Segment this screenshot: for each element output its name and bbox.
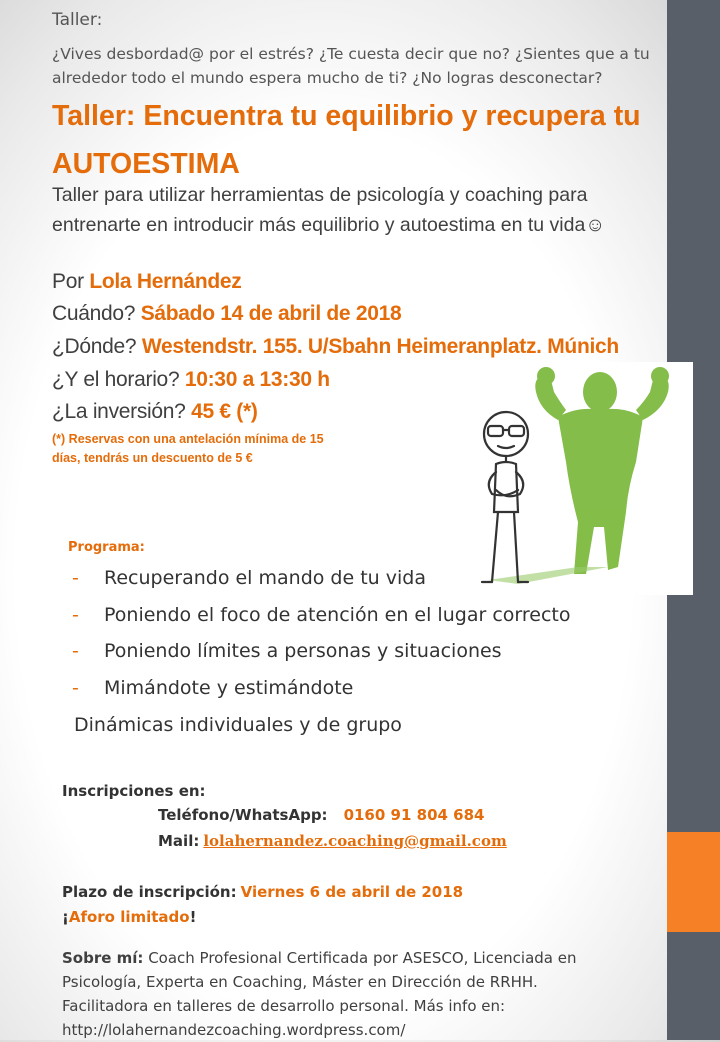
- info-inversion: [52, 400, 258, 424]
- inscripciones-heading: Inscripciones en:: [62, 782, 206, 800]
- mail-line: [158, 832, 507, 850]
- sidebar-accent-block: [667, 832, 720, 932]
- discount-note: (*) Reservas con una antelación mínima de 15 días, tendrás un descuento de 5 €: [52, 432, 324, 465]
- list-item: [72, 567, 570, 604]
- sobre-mi: [62, 946, 622, 1042]
- list-item: [72, 640, 570, 677]
- sobre-label: Sobre mí:: [62, 949, 144, 967]
- list-item-text: Poniendo límites a personas y situaciones: [104, 640, 502, 662]
- bullet-dash: -: [72, 640, 79, 662]
- bullet-dash: -: [72, 567, 79, 589]
- info-inversion-label: ¿La inversión?: [52, 400, 192, 423]
- programa-heading: Programa:: [68, 540, 145, 555]
- mail-link[interactable]: lolahernandez.coaching@gmail.com: [203, 832, 507, 850]
- phone-number: 0160 91 804 684: [343, 806, 485, 824]
- info-por-value: Lola Hernández: [89, 270, 242, 293]
- plazo-date: Viernes 6 de abril de 2018: [240, 883, 464, 901]
- phone-label: Teléfono/WhatsApp:: [158, 806, 328, 824]
- info-horario: [52, 368, 330, 392]
- info-horario-value: 10:30 a 13:30 h: [184, 368, 330, 391]
- bullet-dash: -: [72, 603, 79, 626]
- list-item: [72, 604, 570, 641]
- phone-line: [158, 806, 484, 824]
- plazo-label: Plazo de inscripción:: [62, 883, 237, 901]
- info-horario-label: ¿Y el horario?: [52, 368, 185, 391]
- subtitle: Taller para utilizar herramientas de psicología y coaching para entrenarte en introducir más equilibrio y autoestima en tu vida☺: [52, 184, 606, 236]
- info-cuando-value: Sábado 14 de abril de 2018: [140, 302, 402, 325]
- aforo-line: [62, 908, 196, 926]
- page-title: Taller: Encuentra tu equilibrio y recupera tu AUTOESTIMA: [52, 100, 641, 180]
- info-donde-value: Westendstr. 155. U/Sbahn Heimeranplatz. Múnich: [141, 335, 619, 358]
- programa-list: [72, 567, 570, 713]
- aforo-open: ¡: [62, 908, 69, 926]
- mail-label: Mail:: [158, 832, 200, 850]
- list-item-text: Mimándote y estimándote: [104, 676, 354, 699]
- intro-label: Taller:: [52, 10, 103, 30]
- info-donde-label: ¿Dónde?: [52, 335, 142, 358]
- info-por: [52, 270, 242, 294]
- list-item: [72, 677, 570, 714]
- info-cuando-label: Cuándo?: [52, 302, 141, 325]
- info-cuando: [52, 302, 401, 326]
- aforo-close: !: [189, 908, 197, 926]
- list-item-text: Poniendo el foco de atención en el lugar correcto: [104, 603, 571, 626]
- info-donde: [52, 335, 619, 359]
- aforo-text: Aforo limitado: [68, 908, 190, 926]
- plazo-line: [62, 883, 463, 901]
- list-item-text: Recuperando el mando de tu vida: [104, 567, 426, 589]
- intro-questions: ¿Vives desbordad@ por el estrés? ¿Te cuesta decir que no? ¿Sientes que a tu alrededor todo el mundo espera mucho de ti? ¿No logras desconectar?: [52, 45, 650, 87]
- info-inversion-value: 45 € (*): [191, 400, 258, 423]
- stick-figure-with-muscular-shadow-icon: [458, 362, 693, 595]
- info-por-label: Por: [52, 270, 90, 293]
- bullet-dash: -: [72, 676, 79, 699]
- programa-extra: Dinámicas individuales y de grupo: [74, 714, 402, 736]
- sobre-text: Coach Profesional Certificada por ASESCO, Licenciada en Psicología, Experta en Coaching, Máster en Dirección de RRHH. Facilitadora en talleres de desarrollo personal. Más info en: http://lolahernandezcoaching.wordpress.com/: [62, 949, 577, 1039]
